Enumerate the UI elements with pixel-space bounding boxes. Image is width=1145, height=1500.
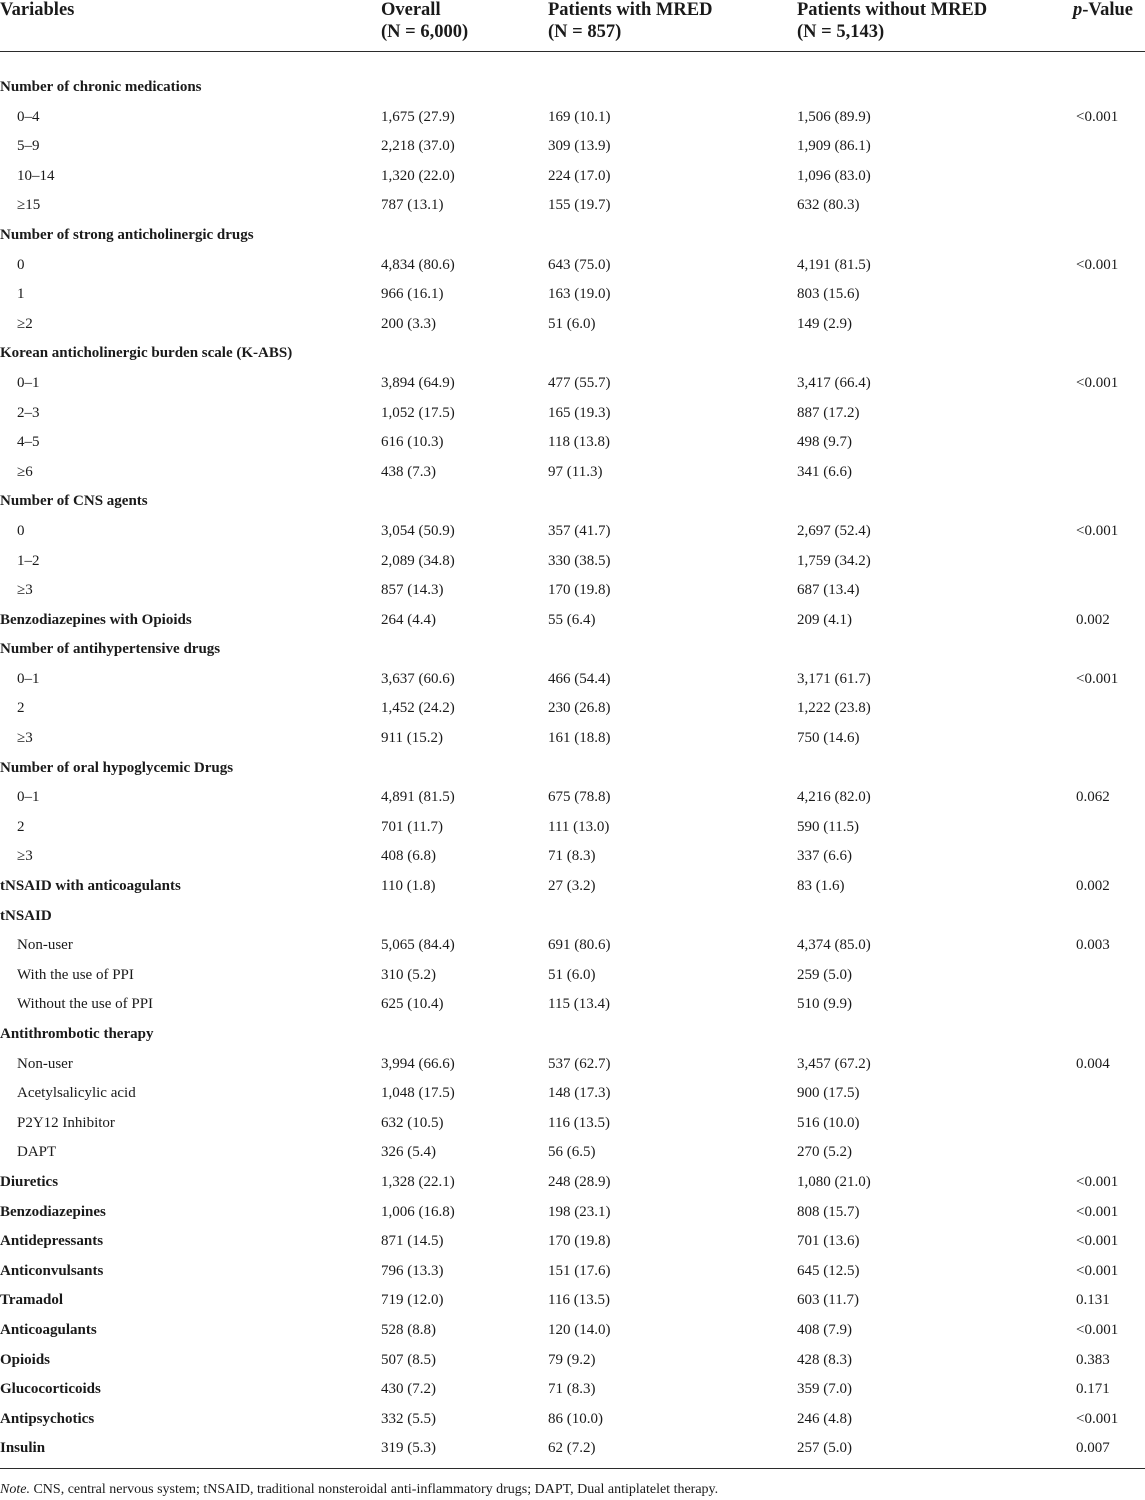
cell-with-mred: 55 (6.4) xyxy=(548,611,596,628)
row-label: ≥3 xyxy=(17,582,33,599)
cell-without-mred: 257 (5.0) xyxy=(797,1440,852,1457)
cell-without-mred: 1,222 (23.8) xyxy=(797,700,871,717)
cell-without-mred: 270 (5.2) xyxy=(797,1144,852,1161)
cell-overall: 2,089 (34.8) xyxy=(381,552,455,569)
cell-without-mred: 83 (1.6) xyxy=(797,878,845,895)
row-label: Tramadol xyxy=(0,1292,64,1309)
section-header-row xyxy=(0,902,1145,932)
table-row xyxy=(0,872,1145,902)
cell-with-mred: 86 (10.0) xyxy=(548,1410,603,1427)
cell-with-mred: 71 (8.3) xyxy=(548,848,596,865)
cell-without-mred: 3,417 (66.4) xyxy=(797,374,871,391)
cell-with-mred: 161 (18.8) xyxy=(548,730,611,747)
cell-without-mred: 516 (10.0) xyxy=(797,1114,860,1131)
cell-with-mred: 111 (13.0) xyxy=(548,818,610,835)
cell-overall: 616 (10.3) xyxy=(381,434,444,451)
row-label: Anticoagulants xyxy=(0,1321,97,1338)
cell-with-mred: 165 (19.3) xyxy=(548,404,611,421)
cell-overall: 264 (4.4) xyxy=(381,611,436,628)
cell-overall: 310 (5.2) xyxy=(381,966,436,983)
table-row xyxy=(0,251,1145,281)
row-label: 0–4 xyxy=(17,108,40,125)
row-label: 0–1 xyxy=(17,670,40,687)
row-label: P2Y12 Inhibitor xyxy=(17,1114,115,1131)
cell-overall: 507 (8.5) xyxy=(381,1351,436,1368)
cell-overall: 857 (14.3) xyxy=(381,582,444,599)
cell-overall: 911 (15.2) xyxy=(381,730,443,747)
row-label: Benzodiazepines xyxy=(0,1203,106,1220)
cell-p-value: <0.001 xyxy=(1076,1203,1119,1220)
table-row xyxy=(0,1375,1145,1405)
cell-with-mred: 170 (19.8) xyxy=(548,1233,611,1250)
row-label: 2 xyxy=(17,700,25,717)
cell-without-mred: 1,096 (83.0) xyxy=(797,167,871,184)
cell-without-mred: 603 (11.7) xyxy=(797,1292,859,1309)
row-label: Antipsychotics xyxy=(0,1410,95,1427)
table-row xyxy=(0,1405,1145,1435)
table-row xyxy=(0,280,1145,310)
cell-without-mred: 632 (80.3) xyxy=(797,197,860,214)
header-overall: Overall (N = 6,000) xyxy=(381,0,469,42)
table-row xyxy=(0,1346,1145,1376)
cell-with-mred: 170 (19.8) xyxy=(548,582,611,599)
cell-p-value: 0.002 xyxy=(1076,878,1110,895)
cell-without-mred: 3,171 (61.7) xyxy=(797,670,871,687)
row-label: 2–3 xyxy=(17,404,40,421)
cell-with-mred: 120 (14.0) xyxy=(548,1321,611,1338)
row-label: DAPT xyxy=(17,1144,57,1161)
cell-with-mred: 151 (17.6) xyxy=(548,1262,611,1279)
cell-without-mred: 808 (15.7) xyxy=(797,1203,860,1220)
row-label: ≥6 xyxy=(17,463,33,480)
table-row xyxy=(0,369,1145,399)
table-row xyxy=(0,547,1145,577)
table-row xyxy=(0,517,1145,547)
table-row xyxy=(0,576,1145,606)
cell-overall: 2,218 (37.0) xyxy=(381,138,455,155)
table-row xyxy=(0,1316,1145,1346)
table-row xyxy=(0,132,1145,162)
table-row xyxy=(0,1050,1145,1080)
cell-without-mred: 1,506 (89.9) xyxy=(797,108,871,125)
cell-without-mred: 341 (6.6) xyxy=(797,463,852,480)
cell-with-mred: 97 (11.3) xyxy=(548,463,603,480)
cell-overall: 632 (10.5) xyxy=(381,1114,444,1131)
table-bottom-rule xyxy=(0,1468,1145,1469)
cell-p-value: 0.131 xyxy=(1076,1292,1110,1309)
cell-p-value: <0.001 xyxy=(1076,374,1119,391)
table-row xyxy=(0,813,1145,843)
row-label: Number of chronic medications xyxy=(0,79,202,95)
cell-with-mred: 198 (23.1) xyxy=(548,1203,611,1220)
section-header-row xyxy=(0,339,1145,369)
row-label: Diuretics xyxy=(0,1173,59,1190)
cell-with-mred: 27 (3.2) xyxy=(548,878,596,895)
row-label: 1–2 xyxy=(17,552,40,569)
row-label: Number of oral hypoglycemic Drugs xyxy=(0,759,234,776)
table-row xyxy=(0,783,1145,813)
table-header xyxy=(0,0,1145,51)
cell-p-value: <0.001 xyxy=(1076,1321,1119,1338)
table-row xyxy=(0,1227,1145,1257)
cell-with-mred: 116 (13.5) xyxy=(548,1114,610,1131)
row-label: 10–14 xyxy=(17,167,55,184)
row-label: 5–9 xyxy=(17,138,40,155)
row-label: ≥3 xyxy=(17,730,33,747)
cell-without-mred: 259 (5.0) xyxy=(797,966,852,983)
cell-overall: 332 (5.5) xyxy=(381,1410,436,1427)
cell-p-value: <0.001 xyxy=(1076,1410,1119,1427)
table-row xyxy=(0,1079,1145,1109)
cell-overall: 4,891 (81.5) xyxy=(381,789,455,806)
row-label: Non-user xyxy=(17,937,73,954)
cell-with-mred: 224 (17.0) xyxy=(548,167,611,184)
cell-p-value: 0.383 xyxy=(1076,1351,1110,1368)
row-label: tNSAID with anticoagulants xyxy=(0,878,181,895)
row-label: Non-user xyxy=(17,1055,73,1072)
cell-without-mred: 149 (2.9) xyxy=(797,315,852,332)
cell-with-mred: 330 (38.5) xyxy=(548,552,611,569)
cell-without-mred: 246 (4.8) xyxy=(797,1410,852,1427)
cell-with-mred: 62 (7.2) xyxy=(548,1440,596,1457)
cell-with-mred: 466 (54.4) xyxy=(548,670,611,687)
cell-p-value: <0.001 xyxy=(1076,522,1119,539)
cell-overall: 430 (7.2) xyxy=(381,1381,436,1398)
row-label: Number of antihypertensive drugs xyxy=(0,641,221,658)
cell-with-mred: 56 (6.5) xyxy=(548,1144,596,1161)
row-label: Insulin xyxy=(0,1440,46,1457)
row-label: Glucocorticoids xyxy=(0,1381,101,1398)
cell-p-value: 0.007 xyxy=(1076,1440,1110,1457)
cell-without-mred: 428 (8.3) xyxy=(797,1351,852,1368)
cell-without-mred: 510 (9.9) xyxy=(797,996,852,1013)
row-label: 4–5 xyxy=(17,434,40,451)
cell-without-mred: 408 (7.9) xyxy=(797,1321,852,1338)
row-label: 0–1 xyxy=(17,789,40,806)
cell-without-mred: 645 (12.5) xyxy=(797,1262,860,1279)
cell-with-mred: 118 (13.8) xyxy=(548,434,610,451)
cell-p-value: 0.002 xyxy=(1076,611,1110,628)
cell-without-mred: 1,759 (34.2) xyxy=(797,552,871,569)
cell-overall: 319 (5.3) xyxy=(381,1440,436,1457)
table-body xyxy=(0,73,1145,1464)
cell-with-mred: 51 (6.0) xyxy=(548,966,596,983)
table-row xyxy=(0,931,1145,961)
row-label: ≥2 xyxy=(17,315,33,332)
cell-p-value: <0.001 xyxy=(1076,108,1119,125)
cell-overall: 1,675 (27.9) xyxy=(381,108,455,125)
table-row xyxy=(0,842,1145,872)
cell-overall: 871 (14.5) xyxy=(381,1233,444,1250)
table-row xyxy=(0,990,1145,1020)
cell-without-mred: 701 (13.6) xyxy=(797,1233,860,1250)
cell-with-mred: 79 (9.2) xyxy=(548,1351,596,1368)
section-header-row xyxy=(0,1020,1145,1050)
table-row xyxy=(0,1198,1145,1228)
cell-with-mred: 71 (8.3) xyxy=(548,1381,596,1398)
row-label: 2 xyxy=(17,818,25,835)
cell-overall: 1,452 (24.2) xyxy=(381,700,455,717)
cell-without-mred: 209 (4.1) xyxy=(797,611,852,628)
cell-overall: 1,328 (22.1) xyxy=(381,1173,455,1190)
table-row xyxy=(0,1109,1145,1139)
header-variables: Variables xyxy=(0,0,75,20)
cell-without-mred: 887 (17.2) xyxy=(797,404,860,421)
cell-without-mred: 4,374 (85.0) xyxy=(797,937,871,954)
cell-with-mred: 116 (13.5) xyxy=(548,1292,610,1309)
header-rule xyxy=(0,51,1145,52)
cell-overall: 787 (13.1) xyxy=(381,197,444,214)
cell-overall: 4,834 (80.6) xyxy=(381,256,455,273)
cell-overall: 701 (11.7) xyxy=(381,818,443,835)
row-label: Number of CNS agents xyxy=(0,493,148,510)
table-row xyxy=(0,961,1145,991)
cell-without-mred: 2,697 (52.4) xyxy=(797,522,871,539)
cell-without-mred: 1,080 (21.0) xyxy=(797,1173,871,1190)
header-without-mred: Patients without MRED (N = 5,143) xyxy=(797,0,988,42)
cell-without-mred: 359 (7.0) xyxy=(797,1381,852,1398)
cell-overall: 3,637 (60.6) xyxy=(381,670,455,687)
cell-overall: 966 (16.1) xyxy=(381,286,444,303)
cell-with-mred: 643 (75.0) xyxy=(548,256,611,273)
cell-p-value: 0.062 xyxy=(1076,789,1110,806)
cell-overall: 3,054 (50.9) xyxy=(381,522,455,539)
row-label: 0 xyxy=(17,256,25,273)
cell-p-value: <0.001 xyxy=(1076,1233,1119,1250)
cell-with-mred: 51 (6.0) xyxy=(548,315,596,332)
cell-without-mred: 4,191 (81.5) xyxy=(797,256,871,273)
table-row xyxy=(0,162,1145,192)
cell-p-value: <0.001 xyxy=(1076,1173,1119,1190)
cell-p-value: 0.003 xyxy=(1076,937,1110,954)
cell-without-mred: 900 (17.5) xyxy=(797,1085,860,1102)
cell-overall: 796 (13.3) xyxy=(381,1262,444,1279)
row-label: Opioids xyxy=(0,1351,51,1368)
cell-overall: 110 (1.8) xyxy=(381,878,436,895)
row-label: Benzodiazepines with Opioids xyxy=(0,611,192,628)
cell-with-mred: 357 (41.7) xyxy=(548,522,611,539)
section-header-row xyxy=(0,487,1145,517)
cell-overall: 3,894 (64.9) xyxy=(381,374,455,391)
cell-with-mred: 163 (19.0) xyxy=(548,286,611,303)
table-row xyxy=(0,1138,1145,1168)
cell-with-mred: 675 (78.8) xyxy=(548,789,611,806)
cell-p-value: <0.001 xyxy=(1076,256,1119,273)
table-row xyxy=(0,310,1145,340)
cell-overall: 1,006 (16.8) xyxy=(381,1203,455,1220)
cell-without-mred: 498 (9.7) xyxy=(797,434,852,451)
cell-without-mred: 337 (6.6) xyxy=(797,848,852,865)
table-row xyxy=(0,665,1145,695)
row-label: Without the use of PPI xyxy=(17,996,154,1013)
table-row xyxy=(0,399,1145,429)
cell-p-value: 0.004 xyxy=(1076,1055,1110,1072)
row-label: 0–1 xyxy=(17,374,40,391)
cell-with-mred: 309 (13.9) xyxy=(548,138,611,155)
table-row xyxy=(0,606,1145,636)
table-row xyxy=(0,103,1145,133)
cell-with-mred: 148 (17.3) xyxy=(548,1085,611,1102)
cell-p-value: <0.001 xyxy=(1076,1262,1119,1279)
section-header-row xyxy=(0,635,1145,665)
row-label: 0 xyxy=(17,522,25,539)
table-row xyxy=(0,191,1145,221)
cell-with-mred: 169 (10.1) xyxy=(548,108,611,125)
cell-without-mred: 4,216 (82.0) xyxy=(797,789,871,806)
row-label: Antidepressants xyxy=(0,1233,104,1250)
section-header-row xyxy=(0,73,1145,103)
header-p-value: p-Value xyxy=(1073,0,1133,20)
cell-overall: 719 (12.0) xyxy=(381,1292,444,1309)
cell-overall: 1,048 (17.5) xyxy=(381,1085,455,1102)
cell-with-mred: 691 (80.6) xyxy=(548,937,611,954)
cell-overall: 326 (5.4) xyxy=(381,1144,436,1161)
cell-with-mred: 248 (28.9) xyxy=(548,1173,611,1190)
cell-without-mred: 687 (13.4) xyxy=(797,582,860,599)
cell-overall: 5,065 (84.4) xyxy=(381,937,455,954)
cell-overall: 1,320 (22.0) xyxy=(381,167,455,184)
table-note: Note. CNS, central nervous system; tNSAID, traditional nonsteroidal anti-inflammatory drugs; DAPT, Dual antiplatelet therapy. xyxy=(0,1482,719,1497)
cell-with-mred: 230 (26.8) xyxy=(548,700,611,717)
row-label: Korean anticholinergic burden scale (K-ABS) xyxy=(0,345,293,362)
cell-overall: 625 (10.4) xyxy=(381,996,444,1013)
table-row xyxy=(0,694,1145,724)
row-label: 1 xyxy=(17,286,25,303)
row-label: ≥3 xyxy=(17,848,33,865)
cell-with-mred: 477 (55.7) xyxy=(548,374,611,391)
header-with-mred: Patients with MRED (N = 857) xyxy=(548,0,713,42)
cell-p-value: 0.171 xyxy=(1076,1381,1110,1398)
cell-with-mred: 537 (62.7) xyxy=(548,1055,611,1072)
table-row xyxy=(0,1434,1145,1464)
cell-with-mred: 155 (19.7) xyxy=(548,197,611,214)
table-row xyxy=(0,458,1145,488)
cell-overall: 438 (7.3) xyxy=(381,463,436,480)
row-label: tNSAID xyxy=(0,907,52,924)
cell-overall: 3,994 (66.6) xyxy=(381,1055,455,1072)
row-label: Acetylsalicylic acid xyxy=(17,1085,136,1102)
cell-without-mred: 590 (11.5) xyxy=(797,818,859,835)
cell-overall: 1,052 (17.5) xyxy=(381,404,455,421)
cell-without-mred: 1,909 (86.1) xyxy=(797,138,871,155)
section-header-row xyxy=(0,221,1145,251)
table-row xyxy=(0,1257,1145,1287)
cell-without-mred: 803 (15.6) xyxy=(797,286,860,303)
table-row xyxy=(0,1286,1145,1316)
cell-overall: 408 (6.8) xyxy=(381,848,436,865)
table-row xyxy=(0,428,1145,458)
cell-overall: 200 (3.3) xyxy=(381,315,436,332)
row-label: ≥15 xyxy=(17,197,41,214)
cell-p-value: <0.001 xyxy=(1076,670,1119,687)
cell-without-mred: 750 (14.6) xyxy=(797,730,860,747)
cell-without-mred: 3,457 (67.2) xyxy=(797,1055,871,1072)
row-label: Antithrombotic therapy xyxy=(0,1026,154,1042)
cell-overall: 528 (8.8) xyxy=(381,1321,436,1338)
row-label: Number of strong anticholinergic drugs xyxy=(0,226,254,243)
table-row xyxy=(0,724,1145,754)
table-row xyxy=(0,1168,1145,1198)
section-header-row xyxy=(0,754,1145,784)
row-label: With the use of PPI xyxy=(17,966,134,983)
row-label: Anticonvulsants xyxy=(0,1262,104,1279)
cell-with-mred: 115 (13.4) xyxy=(548,996,610,1013)
